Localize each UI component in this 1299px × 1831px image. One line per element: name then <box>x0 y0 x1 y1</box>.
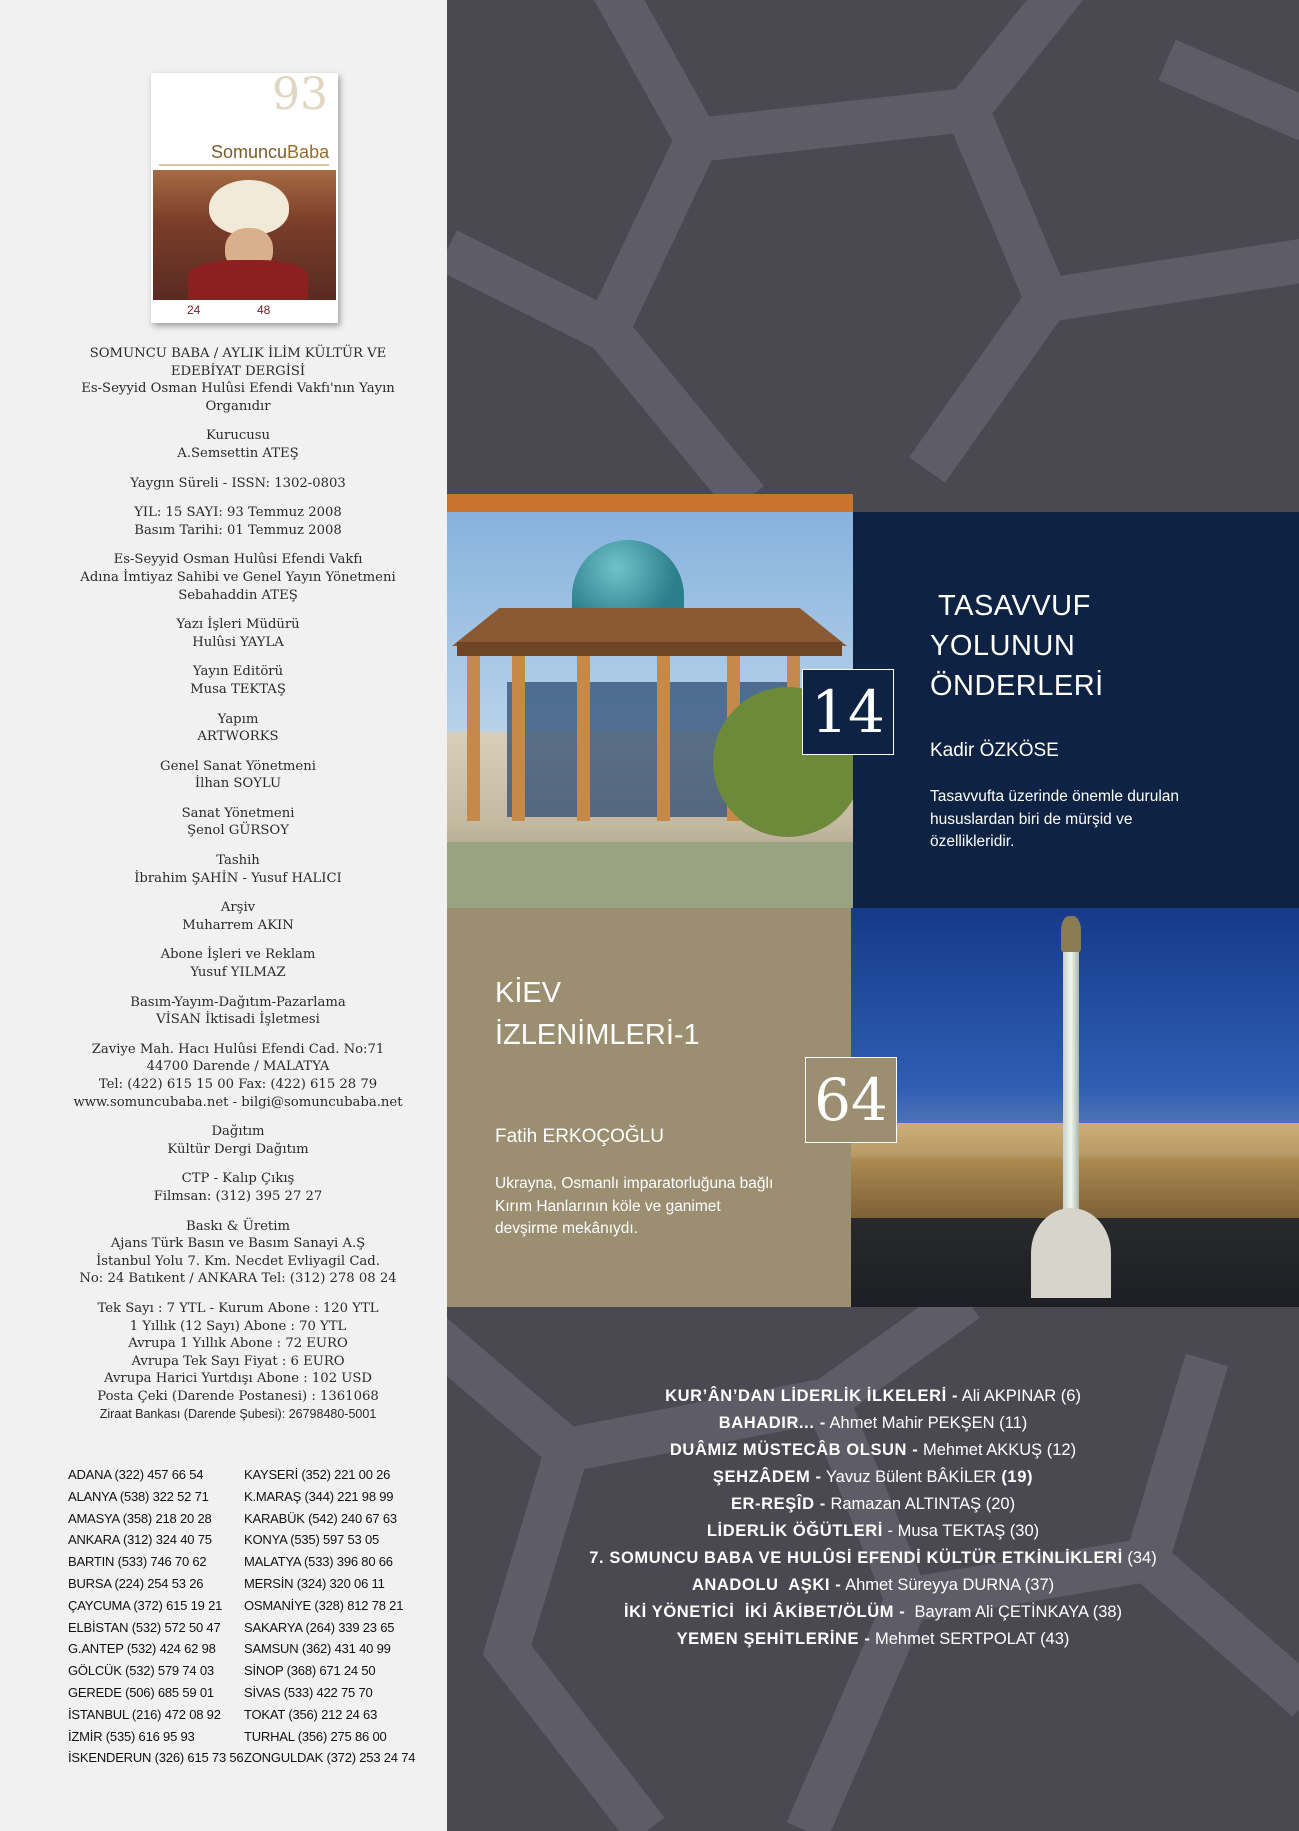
toc-entry-title: LİDERLİK ÖĞÜTLERİ <box>706 1522 883 1540</box>
pavilion-column <box>512 656 525 821</box>
cover-title <box>211 142 329 163</box>
credit-line: Posta Çeki (Darende Postanesi) : 1361068 <box>97 1388 379 1404</box>
credit-line: Yaygın Süreli - ISSN: 1302-0803 <box>130 475 346 491</box>
phone-entry: ADANA (322) 457 66 54 <box>68 1467 204 1482</box>
feature-2-description: Ukrayna, Osmanlı imparatorluğuna bağlı Kırım Hanlarının köle ve ganimet devşirme mekânıydı. <box>495 1175 774 1237</box>
credit-line: İlhan SOYLU <box>194 776 282 792</box>
table-of-contents <box>447 1383 1299 1653</box>
pavilion-column <box>467 656 480 821</box>
title-line: YOLUNUN <box>930 630 1076 662</box>
phone-entry: BURSA (224) 254 53 26 <box>68 1575 204 1591</box>
toc-entry-author: Yavuz Bülent BÂKİLER <box>821 1468 997 1486</box>
phone-entry: BARTIN (533) 746 70 62 <box>68 1554 207 1570</box>
credit-line: Yusuf YILMAZ <box>190 965 286 981</box>
credit-line: Ajans Türk Basın ve Basım Sanayi A.Ş <box>110 1236 366 1252</box>
credit-line: Tel: (422) 615 15 00 Fax: (422) 615 28 79 <box>98 1077 378 1092</box>
credit-line: EDEBİYAT DERGİSİ <box>170 363 306 379</box>
credit-line: Yapım <box>217 711 259 727</box>
toc-entry-page: (19) <box>996 1468 1034 1486</box>
toc-entry-title: DUÂMIZ MÜSTECÂB OLSUN - <box>669 1441 919 1459</box>
cover-footer-right: 48 <box>257 303 271 317</box>
credit-line: Kurucusu <box>206 428 270 444</box>
credit-line: Muharrem AKIN <box>182 917 294 933</box>
credit-line: Kültür Dergi Dağıtım <box>167 1141 309 1157</box>
phone-entry: G.ANTEP (532) 424 62 98 <box>68 1641 216 1657</box>
title-line: ÖNDERLERİ <box>930 670 1104 702</box>
credit-group <box>60 616 416 651</box>
credit-line: Sebahaddin ATEŞ <box>178 587 298 603</box>
phone-entry: KAYSERİ (352) 221 00 26 <box>244 1467 391 1482</box>
credit-line: Avrupa Harici Yurtdışı Abone : 102 USD <box>103 1371 373 1387</box>
ground <box>447 842 853 908</box>
cover-footer <box>157 303 332 319</box>
toc-entry-title: KUR’ÂN’DAN LİDERLİK İLKELERİ - <box>665 1387 959 1405</box>
portrait-turban <box>209 180 289 235</box>
credit-line: Organıdır <box>205 398 271 414</box>
monument-base <box>1031 1208 1111 1298</box>
phone-entry: K.MARAŞ (344) 221 98 99 <box>244 1488 394 1504</box>
cover-portrait <box>153 170 336 300</box>
feature-article-1[interactable] <box>853 512 1299 908</box>
magazine-cover <box>151 73 338 323</box>
toc-entry-title: İKİ YÖNETİCİ İKİ ÂKİBET/ÖLÜM - <box>623 1603 906 1621</box>
toc-entry[interactable] <box>447 1599 1299 1626</box>
pavilion-column <box>657 656 670 821</box>
toc-entry-author: Ali AKPINAR (6) <box>958 1387 1081 1405</box>
credit-group <box>60 663 416 698</box>
credit-line: ARTWORKS <box>197 729 279 745</box>
credit-line: 44700 Darende / MALATYA <box>146 1059 330 1075</box>
accent-bar <box>447 494 853 512</box>
feature-article-2[interactable] <box>447 908 851 1307</box>
title-line: KİEV <box>495 977 562 1009</box>
credit-line: İbrahim ŞAHİN - Yusuf HALICI <box>134 870 342 886</box>
credit-line: SOMUNCU BABA / AYLIK İLİM KÜLTÜR VE <box>89 346 387 361</box>
phone-entry: KARABÜK (542) 240 67 63 <box>244 1510 397 1526</box>
credit-line: Hulûsi YAYLA <box>192 634 284 650</box>
credit-line: Baskı & Üretim <box>186 1218 290 1234</box>
credit-line: İstanbul Yolu 7. Km. Necdet Evliyagil Cad. <box>96 1253 380 1269</box>
feature-2-title <box>495 972 700 1056</box>
credit-group <box>60 946 416 981</box>
feature-2-author: Fatih ERKOÇOĞLU <box>495 1126 664 1147</box>
credit-group <box>60 805 416 840</box>
credit-line: Yayın Editörü <box>192 664 284 680</box>
toc-entry-title: 7. SOMUNCU BABA VE HULÛSİ EFENDİ KÜLTÜR ETKİNLİKLERİ <box>589 1549 1123 1567</box>
toc-entry[interactable] <box>447 1491 1299 1518</box>
phone-entry: İSTANBUL (216) 472 08 92 <box>68 1706 221 1722</box>
credit-line: Es-Seyyid Osman Hulûsi Efendi Vakfı'nın Yayın <box>81 381 395 397</box>
phone-entry: ZONGULDAK (372) 253 24 74 <box>244 1750 416 1766</box>
toc-entry[interactable] <box>447 1437 1299 1464</box>
toc-entry-title: ANADOLU AŞKI - <box>691 1576 842 1594</box>
phone-entry: TURHAL (356) 275 86 00 <box>244 1728 387 1744</box>
feature-2-page-number: 64 <box>805 1057 897 1143</box>
credit-group <box>60 504 416 539</box>
credit-line: Es-Seyyid Osman Hulûsi Efendi Vakfı <box>113 552 363 568</box>
credit-line: Arşiv <box>220 900 256 916</box>
feature-1-author: Kadir ÖZKÖSE <box>930 740 1059 761</box>
credit-group <box>60 475 416 493</box>
credit-line: YIL: 15 SAYI: 93 Temmuz 2008 <box>134 505 342 521</box>
phone-entry: ELBİSTAN (532) 572 50 47 <box>68 1619 221 1635</box>
credit-group <box>60 1300 416 1423</box>
credit-group <box>60 551 416 604</box>
credit-group <box>60 427 416 462</box>
feature-1-title <box>930 586 1104 706</box>
phone-entry: MALATYA (533) 396 80 66 <box>244 1554 393 1570</box>
toc-entry[interactable] <box>447 1626 1299 1653</box>
credit-line: CTP - Kalıp Çıkış <box>181 1171 295 1187</box>
phone-entry: TOKAT (356) 212 24 63 <box>244 1706 378 1722</box>
toc-entry-author: Ahmet Süreyya DURNA (37) <box>841 1576 1055 1594</box>
credit-line: Abone İşleri ve Reklam <box>160 947 316 963</box>
cover-title-part2: Baba <box>287 142 330 162</box>
feature-1-description: Tasavvufta üzerinde önemle durulan hususlardan biri de mürşid ve özellikleridir. <box>930 788 1180 850</box>
credit-line: Yazı İşleri Müdürü <box>176 617 300 633</box>
credits-block <box>60 345 416 1423</box>
credit-line: Dağıtım <box>211 1124 265 1140</box>
credit-line: Şenol GÜRSOY <box>187 823 289 839</box>
toc-entry[interactable] <box>447 1383 1299 1410</box>
credit-line: Sanat Yönetmeni <box>181 805 295 821</box>
toc-entry-title: BAHADIR... - <box>718 1414 826 1432</box>
pavilion-beam <box>457 642 842 656</box>
monument-statue <box>1061 916 1081 952</box>
mausoleum-photo <box>447 512 853 908</box>
toc-entry-author: Mehmet SERTPOLAT (43) <box>870 1630 1070 1648</box>
monument-column <box>1063 948 1079 1228</box>
phone-entry: AMASYA (358) 218 20 28 <box>68 1510 212 1526</box>
title-line: TASAVVUF <box>930 590 1091 622</box>
toc-entry-author: Mehmet AKKUŞ (12) <box>918 1441 1077 1459</box>
portrait-robe <box>188 260 308 300</box>
credit-group <box>60 1218 416 1288</box>
phone-entry: SAKARYA (264) 339 23 65 <box>244 1619 395 1635</box>
toc-entry[interactable] <box>447 1545 1299 1572</box>
credit-group <box>60 1123 416 1158</box>
cover-title-part1: Somuncu <box>211 142 288 162</box>
kiev-square-photo <box>851 908 1299 1307</box>
toc-entry-author: - Musa TEKTAŞ (30) <box>882 1522 1040 1540</box>
credit-group <box>60 758 416 793</box>
cover-rule <box>159 164 329 166</box>
credit-line: VİSAN İktisadi İşletmesi <box>156 1012 320 1028</box>
feature-1-page-number: 14 <box>802 669 894 755</box>
masthead-column <box>0 0 447 1831</box>
credit-group <box>60 1041 416 1111</box>
credit-group <box>60 852 416 887</box>
credit-group <box>60 345 416 415</box>
credit-line: 1 Yıllık (12 Sayı) Abone : 70 YTL <box>129 1318 347 1334</box>
credit-line: Musa TEKTAŞ <box>190 681 286 697</box>
phone-entry: MERSİN (324) 320 06 11 <box>244 1575 385 1591</box>
toc-entry-author: Bayram Ali ÇETİNKAYA (38) <box>905 1603 1123 1621</box>
toc-entry[interactable] <box>447 1572 1299 1599</box>
phone-entry: KONYA (535) 597 53 05 <box>244 1532 380 1548</box>
pavilion-column <box>577 656 590 821</box>
credit-line: Tek Sayı : 7 YTL - Kurum Abone : 120 YTL <box>97 1300 379 1316</box>
phone-entry: İZMİR (535) 616 95 93 <box>68 1728 195 1744</box>
credit-line: Zaviye Mah. Hacı Hulûsi Efendi Cad. No:71 <box>91 1041 385 1057</box>
credit-line: Basım-Yayım-Dağıtım-Pazarlama <box>130 994 346 1010</box>
cover-issue-number: 93 <box>272 73 328 120</box>
credit-line: A.Semsettin ATEŞ <box>177 445 299 461</box>
title-line: İZLENİMLERİ-1 <box>495 1019 700 1051</box>
credit-line: Tashih <box>216 853 260 869</box>
credit-line: Avrupa 1 Yıllık Abone : 72 EURO <box>128 1336 348 1352</box>
credit-line: www.somuncubaba.net - bilgi@somuncubaba.net <box>73 1094 403 1110</box>
phone-entry: SAMSUN (362) 431 40 99 <box>244 1641 391 1657</box>
toc-entry[interactable] <box>447 1464 1299 1491</box>
phone-entry: ANKARA (312) 324 40 75 <box>68 1532 212 1548</box>
credit-group <box>60 899 416 934</box>
credit-group <box>60 1170 416 1205</box>
credit-line: Filmsan: (312) 395 27 27 <box>153 1188 323 1204</box>
phone-column-1 <box>68 1464 243 1769</box>
credit-line: Genel Sanat Yönetmeni <box>160 758 316 774</box>
phone-entry: SİNOP (368) 671 24 50 <box>244 1663 376 1679</box>
credit-group <box>60 711 416 746</box>
phone-entry: SİVAS (533) 422 75 70 <box>244 1684 373 1700</box>
credit-line: Avrupa Tek Sayı Fiyat : 6 EURO <box>131 1353 345 1369</box>
toc-entry-title: ER-REŞÎD - <box>730 1495 826 1513</box>
pavilion-roof <box>452 608 847 646</box>
toc-entry-title: ŞEHZÂDEM - <box>712 1468 822 1486</box>
toc-entry[interactable] <box>447 1410 1299 1437</box>
toc-entry-author: Ahmet Mahir PEKŞEN (11) <box>825 1414 1028 1432</box>
phone-entry: OSMANİYE (328) 812 78 21 <box>244 1597 404 1613</box>
credit-line: Basım Tarihi: 01 Temmuz 2008 <box>134 522 342 538</box>
phone-entry: ÇAYCUMA (372) 615 19 21 <box>68 1597 223 1613</box>
credit-line: Adına İmtiyaz Sahibi ve Genel Yayın Yönetmeni <box>80 569 396 585</box>
toc-entry[interactable] <box>447 1518 1299 1545</box>
phone-entry: ALANYA (538) 322 52 71 <box>68 1488 209 1504</box>
phone-entry: GEREDE (506) 685 59 01 <box>68 1684 214 1700</box>
toc-entry-title: YEMEN ŞEHİTLERİNE - <box>676 1630 871 1648</box>
phone-column-2 <box>244 1464 415 1769</box>
credit-line: No: 24 Batıkent / ANKARA Tel: (312) 278 08 24 <box>79 1271 397 1287</box>
toc-entry-author: (34) <box>1122 1549 1157 1567</box>
cover-footer-left: 24 <box>187 303 201 317</box>
phone-entry: İSKENDERUN (326) 615 73 56 <box>68 1750 244 1766</box>
toc-entry-author: Ramazan ALTINTAŞ (20) <box>825 1495 1016 1513</box>
bank-account-line: Ziraat Bankası (Darende Şubesi): 26798480-5001 <box>99 1406 377 1421</box>
credit-group <box>60 994 416 1029</box>
phone-entry: GÖLCÜK (532) 579 74 03 <box>68 1663 214 1679</box>
